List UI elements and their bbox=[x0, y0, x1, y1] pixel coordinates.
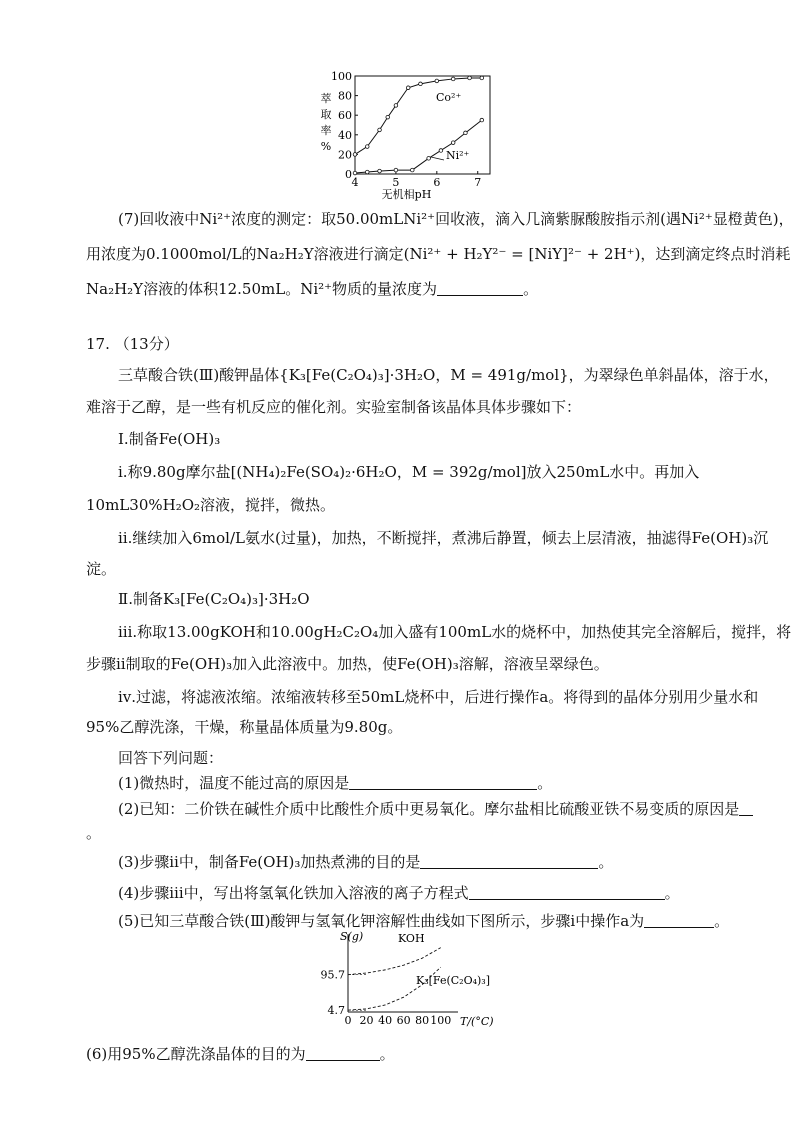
question-6 bbox=[86, 1043, 395, 1065]
y-tick-label: 95.7 bbox=[320, 968, 345, 982]
data-point bbox=[480, 76, 484, 80]
q6-answer-blank[interactable] bbox=[306, 1044, 380, 1061]
x-axis-label: 无机相pH bbox=[381, 188, 432, 201]
data-point bbox=[480, 118, 484, 122]
extraction-rate-chart bbox=[310, 66, 500, 206]
y-axis-label-char: 率 bbox=[320, 124, 332, 137]
data-point bbox=[406, 86, 410, 90]
x-tick-label: 80 bbox=[415, 1014, 430, 1027]
data-point bbox=[378, 169, 382, 173]
question-2-line-1 bbox=[118, 798, 753, 820]
x-tick-label: 7 bbox=[474, 176, 482, 189]
q5-end: 。 bbox=[714, 912, 730, 930]
x-tick-label: 5 bbox=[392, 176, 400, 189]
step-i-line-1: ⅰ.称9.80g摩尔盐[(NH₄)₂Fe(SO₄)₂·6H₂O，M = 392g/mol]放入250mL水中。再加入 bbox=[118, 463, 700, 481]
answer-prompt: 回答下列问题： bbox=[118, 749, 224, 767]
q2-text: (2)已知：二价铁在碱性介质中比酸性介质中更易氧化。摩尔盐相比硫酸亚铁不易变质的原因是 bbox=[118, 800, 740, 818]
y-axis-label-char: 萃 bbox=[320, 92, 332, 105]
data-point bbox=[419, 82, 423, 86]
q3-answer-blank[interactable] bbox=[420, 852, 598, 869]
data-point bbox=[435, 79, 439, 83]
x-tick-label: 6 bbox=[433, 176, 441, 189]
y-tick-label: 60 bbox=[338, 109, 352, 123]
q7-end: 。 bbox=[523, 280, 539, 298]
q7-line-3 bbox=[86, 278, 538, 300]
q2-answer-blank[interactable] bbox=[739, 799, 753, 816]
intro-line-1: 三草酸合铁(Ⅲ)酸钾晶体{K₃[Fe(C₂O₄)₃]·3H₂O，M = 491g/mol}，为翠绿色单斜晶体，溶于水， bbox=[118, 366, 779, 384]
q1-answer-blank[interactable] bbox=[349, 773, 537, 790]
data-point bbox=[353, 153, 357, 157]
data-point bbox=[439, 149, 443, 153]
question-4 bbox=[118, 882, 680, 904]
y-tick-label: 20 bbox=[338, 148, 352, 162]
q6-text: (6)用95%乙醇洗涤晶体的目的为 bbox=[86, 1045, 306, 1063]
step-II-heading: Ⅱ.制备K₃[Fe(C₂O₄)₃]·3H₂O bbox=[118, 590, 310, 608]
y-tick-label: 40 bbox=[338, 128, 352, 142]
data-point bbox=[468, 76, 472, 80]
solubility-chart bbox=[318, 926, 508, 1038]
q7-line-3-text: Na₂H₂Y溶液的体积12.50mL。Ni²⁺物质的量浓度为 bbox=[86, 280, 438, 298]
series-label: K₃[Fe(C₂O₄)₃] bbox=[416, 974, 490, 987]
y-tick-label: 4.7 bbox=[327, 1004, 345, 1018]
q5-text: (5)已知三草酸合铁(Ⅲ)酸钾与氢氧化钾溶解性曲线如下图所示，步骤ⅰ中操作a为 bbox=[118, 912, 645, 930]
step-ii-line-2: 淀。 bbox=[86, 560, 117, 578]
y-axis-label: S(g) bbox=[340, 930, 364, 943]
step-iii-line-1: ⅲ.称取13.00gKOH和10.00gH₂C₂O₄加入盛有100mL水的烧杯中，加热使其完全溶解后，搅拌，将 bbox=[118, 623, 792, 641]
y-axis-label-char: % bbox=[320, 140, 332, 153]
x-tick-label: 60 bbox=[396, 1014, 411, 1027]
step-i-line-2: 10mL30%H₂O₂溶液，搅拌，微热。 bbox=[86, 496, 336, 514]
step-I-heading: Ⅰ.制备Fe(OH)₃ bbox=[118, 430, 221, 448]
q4-answer-blank[interactable] bbox=[469, 883, 665, 900]
data-point bbox=[394, 104, 398, 108]
q1-end: 。 bbox=[537, 774, 553, 792]
data-point bbox=[427, 157, 431, 161]
q5-answer-blank[interactable] bbox=[644, 911, 714, 928]
solubility-svg bbox=[318, 926, 508, 1038]
data-point bbox=[365, 170, 369, 174]
data-point bbox=[386, 115, 390, 119]
x-tick-label: 100 bbox=[430, 1014, 452, 1027]
x-tick-label: 20 bbox=[359, 1014, 374, 1027]
ni-label-leader bbox=[431, 157, 444, 160]
q4-end: 。 bbox=[664, 884, 680, 902]
series-line bbox=[355, 120, 482, 173]
question-3 bbox=[118, 851, 613, 873]
q7-answer-blank[interactable] bbox=[437, 279, 523, 296]
data-point bbox=[394, 168, 398, 172]
data-point bbox=[410, 168, 414, 172]
y-axis-label-char: 取 bbox=[320, 108, 332, 121]
y-tick-label: 80 bbox=[338, 89, 352, 103]
y-tick-label: 100 bbox=[331, 70, 352, 83]
data-point bbox=[451, 141, 455, 145]
data-point bbox=[365, 145, 369, 149]
step-ii-line-1: ⅱ.继续加入6mol/L氨水(过量)，加热，不断搅拌，煮沸后静置，倾去上层清液，抽滤得Fe(OH)₃沉 bbox=[118, 529, 769, 547]
plot-frame bbox=[355, 76, 490, 174]
q6-end: 。 bbox=[379, 1045, 395, 1063]
q7-line-2: 用浓度为0.1000mol/L的Na₂H₂Y溶液进行滴定(Ni²⁺ + H₂Y²⁻ = [NiY]²⁻ + 2H⁺)，达到滴定终点时消耗 bbox=[86, 245, 791, 263]
extraction-rate-svg bbox=[310, 66, 500, 206]
q3-text: (3)步骤ⅱ中，制备Fe(OH)₃加热煮沸的目的是 bbox=[118, 853, 421, 871]
q3-end: 。 bbox=[598, 853, 614, 871]
x-tick-label: 40 bbox=[378, 1014, 393, 1027]
step-iii-line-2: 步骤ⅱ制取的Fe(OH)₃加入此溶液中。加热，使Fe(OH)₃溶解，溶液呈翠绿色。 bbox=[86, 655, 609, 673]
step-iv-line-1: ⅳ.过滤，将滤液浓缩。浓缩液转移至50mL烧杯中，后进行操作a。将得到的晶体分别用少量水和 bbox=[118, 688, 759, 706]
series-label: Ni²⁺ bbox=[446, 149, 470, 162]
series-label: Co²⁺ bbox=[436, 91, 462, 104]
data-point bbox=[378, 128, 382, 132]
x-tick-label: 4 bbox=[351, 176, 359, 189]
q7-line-1: (7)回收液中Ni²⁺浓度的测定：取50.00mLNi²⁺回收液，滴入几滴紫脲酸胺指示剂(遇Ni²⁺显橙黄色)， bbox=[118, 210, 794, 228]
question-1 bbox=[118, 772, 552, 794]
q1-text: (1)微热时，温度不能过高的原因是 bbox=[118, 774, 350, 792]
data-point bbox=[451, 77, 455, 81]
series-line bbox=[355, 78, 482, 154]
data-point bbox=[353, 171, 357, 175]
intro-line-2: 难溶于乙醇，是一些有机反应的催化剂。实验室制备该晶体具体步骤如下： bbox=[86, 398, 582, 416]
series-label: KOH bbox=[398, 932, 425, 945]
x-tick-label: 0 bbox=[344, 1014, 352, 1027]
x-axis-label: T/(°C) bbox=[460, 1015, 494, 1028]
step-iv-line-2: 95%乙醇洗涤，干燥，称量晶体质量为9.80g。 bbox=[86, 718, 403, 736]
q17-header: 17. （13分） bbox=[86, 335, 179, 353]
series-curve bbox=[348, 948, 441, 975]
y-tick-label: 0 bbox=[345, 168, 352, 181]
question-2-line-2: 。 bbox=[86, 824, 102, 842]
data-point bbox=[464, 131, 468, 135]
q4-text: (4)步骤ⅲ中，写出将氢氧化铁加入溶液的离子方程式 bbox=[118, 884, 469, 902]
